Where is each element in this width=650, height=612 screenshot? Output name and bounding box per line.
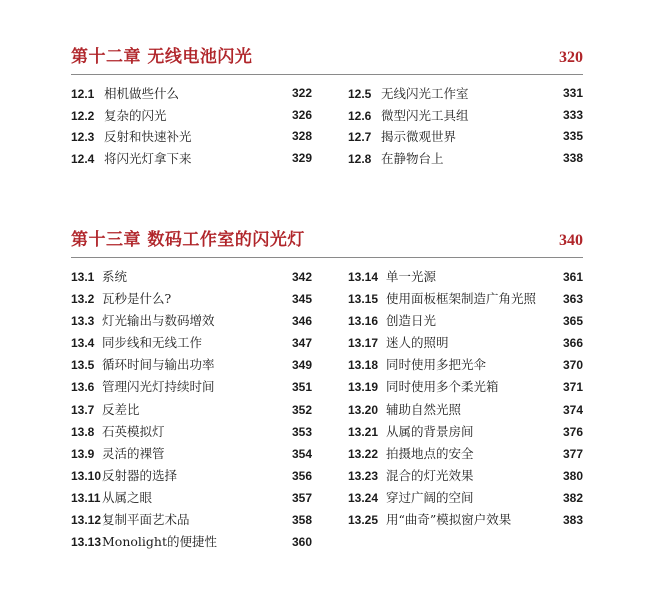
entry-title: 在静物台上 [381,150,444,166]
toc-entry[interactable] [71,310,312,332]
toc-entry[interactable] [348,509,583,531]
entry-page: 358 [291,513,312,528]
entry-number: 13.10 [71,468,102,483]
entry-page: 356 [291,468,312,483]
entry-number: 13.23 [348,468,379,483]
entry-page: 347 [291,336,312,351]
entry-number: 13.1 [71,270,95,284]
entry-page: 331 [562,86,583,100]
entry-number: 12.4 [71,151,95,166]
entry-page: 342 [291,270,312,284]
chapter-title: 第十三章 数码工作室的闪光灯 [71,230,305,250]
entry-page: 365 [562,314,583,329]
toc-entry[interactable] [348,105,583,127]
entry-page: 352 [291,402,312,417]
entry-number: 13.19 [348,380,379,395]
entry-page: 376 [562,424,583,439]
entry-number: 13.13 [71,535,102,550]
entry-number: 13.7 [71,402,95,417]
toc-entry[interactable] [71,531,312,553]
toc-entry[interactable] [71,487,312,509]
entry-title: 从属之眼 [102,489,153,505]
entry-title: 复制平面艺术品 [102,512,190,528]
entry-title: 单一光源 [386,269,437,284]
entry-title: 循环时间与输出功率 [102,357,215,373]
toc-entry[interactable] [348,266,583,288]
entry-title: 用“曲奇”模拟窗户效果 [386,512,512,528]
entry-number: 13.25 [348,513,379,528]
entry-page: 346 [291,314,312,329]
entry-number: 12.5 [348,87,372,101]
entry-page: 329 [291,150,312,165]
toc-entry[interactable] [348,443,583,465]
entry-page: 374 [562,402,583,417]
toc-entry[interactable] [71,266,312,288]
toc-entry[interactable] [71,399,312,421]
toc-entry[interactable] [71,332,312,354]
toc-entry[interactable] [71,354,312,376]
entry-page: 326 [291,107,312,122]
entry-title: 灵活的裸管 [102,445,165,461]
entry-title: 管理闪光灯持续时间 [102,379,215,395]
toc-entry[interactable] [71,126,312,148]
entry-number: 13.11 [71,490,101,505]
entry-page: 363 [562,292,583,307]
entry-number: 13.6 [71,380,95,395]
entry-number: 13.14 [348,270,379,284]
entry-title: Monolight的便捷性 [102,534,217,550]
entry-page: 322 [291,86,312,100]
chapter-13-section [71,223,583,550]
toc-entry[interactable] [348,354,583,376]
entry-number: 12.8 [348,151,372,166]
entry-number: 13.21 [348,424,379,439]
entry-number: 13.12 [71,513,102,528]
entry-title: 同步线和无线工作 [102,335,203,351]
entry-title: 创造日光 [386,313,437,329]
toc-entry[interactable] [71,509,312,531]
toc-entry[interactable] [348,376,583,398]
entry-number: 12.6 [348,108,372,123]
entry-number: 13.3 [71,314,95,329]
entry-title: 辅助自然光照 [386,401,462,417]
entry-title: 微型闪光工具组 [381,107,469,123]
entry-page: 377 [562,446,583,461]
chapter-header [71,40,583,75]
chapter-page-number: 320 [559,49,583,66]
entry-page: 383 [562,513,583,528]
entry-title: 反射和快速补光 [104,129,192,144]
toc-entry[interactable] [71,148,312,170]
toc-entry[interactable] [71,421,312,443]
entry-page: 357 [291,490,312,505]
entry-page: 335 [562,129,583,143]
entry-number: 12.2 [71,108,95,123]
entry-number: 12.1 [71,87,95,101]
toc-entry[interactable] [71,376,312,398]
entry-page: 345 [291,292,312,307]
toc-entry[interactable] [348,421,583,443]
entry-page: 354 [291,446,312,461]
entry-title: 系统 [102,269,128,284]
entry-title: 无线闪光工作室 [381,86,469,101]
entry-title: 穿过广阔的空间 [386,489,474,505]
toc-entry[interactable] [348,288,583,310]
chapter-12-section [71,40,583,166]
entry-title: 灯光输出与数码增效 [102,313,215,329]
entry-number: 13.5 [71,358,95,373]
toc-column-right [348,83,583,169]
chapter-title: 第十二章 无线电池闪光 [71,47,253,67]
entry-title: 混合的灯光效果 [386,467,474,483]
entry-number: 12.7 [348,130,372,144]
entry-title: 反差比 [102,401,140,417]
entry-title: 使用面板框架制造广角光照 [386,291,537,307]
entry-page: 351 [291,380,312,395]
entry-title: 将闪光灯拿下来 [104,150,192,166]
toc-column-left [71,83,312,169]
entry-title: 相机做些什么 [104,86,180,101]
entry-number: 13.24 [348,490,379,505]
toc-entry[interactable] [348,310,583,332]
entry-number: 13.16 [348,314,379,329]
toc-entry[interactable] [71,465,312,487]
toc-entry[interactable] [71,105,312,127]
toc-entry[interactable] [348,83,583,105]
entry-page: 353 [291,424,312,439]
entry-title: 揭示微观世界 [381,129,457,144]
chapter-header [71,223,583,258]
entry-title: 瓦秒是什么? [102,291,172,307]
entry-title: 同时使用多个柔光箱 [386,379,499,395]
entry-number: 13.4 [71,336,95,351]
entry-number: 13.2 [71,292,95,307]
entry-page: 380 [562,468,583,483]
toc-entry[interactable] [71,288,312,310]
toc-column-left [71,266,312,553]
entry-title: 复杂的闪光 [104,107,167,123]
toc-entry[interactable] [348,332,583,354]
entry-number: 13.8 [71,424,95,439]
entry-number: 13.15 [348,292,379,307]
entry-number: 13.18 [348,358,379,373]
toc-entry[interactable] [348,399,583,421]
toc-entry[interactable] [348,126,583,148]
entry-number: 13.17 [348,336,379,351]
entry-title: 石英模拟灯 [102,423,165,439]
entry-page: 349 [291,358,312,373]
toc-entry[interactable] [348,487,583,509]
entry-page: 360 [291,535,312,550]
entry-page: 361 [562,270,583,284]
entry-number: 13.22 [348,446,379,461]
entry-number: 13.20 [348,402,379,417]
entry-number: 13.9 [71,446,95,461]
entry-page: 370 [562,358,583,373]
entry-title: 迷人的照明 [386,335,449,351]
toc-entry[interactable] [71,443,312,465]
entry-page: 366 [562,336,583,351]
entry-number: 12.3 [71,130,95,144]
toc-entry[interactable] [348,465,583,487]
entry-title: 从属的背景房间 [386,423,474,439]
toc-entry[interactable] [71,83,312,105]
entry-page: 333 [562,107,583,122]
entry-title: 反射器的选择 [102,467,178,483]
entry-page: 338 [562,150,583,165]
toc-entry[interactable] [348,148,583,170]
entry-page: 371 [562,380,583,395]
entry-title: 拍摄地点的安全 [386,445,474,461]
chapter-page-number: 340 [559,232,583,249]
entry-page: 382 [562,490,583,505]
entry-title: 同时使用多把光伞 [386,357,487,373]
toc-column-right [348,266,583,531]
entry-page: 328 [291,129,312,143]
